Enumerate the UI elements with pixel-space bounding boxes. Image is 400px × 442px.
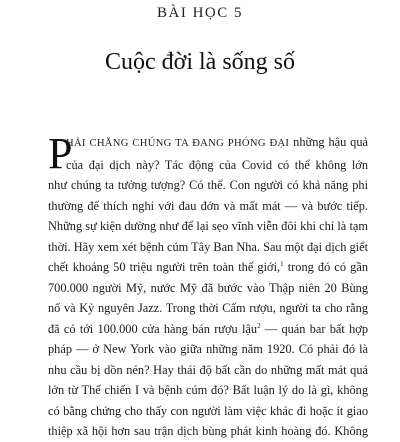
body-text xyxy=(48,129,368,442)
body-line: thiệp xã hội hơn sau trận dịch bùng phát kinh hoàng đó. Không xyxy=(48,424,368,438)
body-line: 700.000 người Mỹ, nước Mỹ đã bước vào Thập niên 20 Bùng xyxy=(48,280,368,295)
body-line: thường để thích nghi với đau đớn và mất mát — và bước tiếp. xyxy=(48,198,368,213)
body-line xyxy=(48,257,368,278)
body-line: có bằng chứng cho thấy con người làm việc khác đi hoặc ít giao xyxy=(48,403,368,418)
body-line: như chúng ta tưởng tượng? Có thể. Con người có khả năng phi xyxy=(48,178,368,192)
drop-cap: P xyxy=(48,129,73,178)
body-line: lớn từ Thế chiến I và bệnh cúm đó? Bất luận lý do là gì, không xyxy=(48,383,368,397)
footnote-marker[interactable]: 1 xyxy=(280,259,284,268)
body-line: Những sự kiện dường như để lại sẹo vĩnh viễn đôi khi chỉ là tạm xyxy=(48,219,368,233)
body-line xyxy=(48,319,368,340)
body-line-pre: chết khoảng 50 triệu người trên toàn thế giới, xyxy=(48,260,281,274)
footnote-marker[interactable]: 2 xyxy=(257,321,261,330)
chapter-title: Cuộc đời là sống số xyxy=(104,49,296,75)
body-line xyxy=(48,132,368,155)
body-line: nổ và Kỷ nguyên Jazz. Trong thời Cấm rượu, người ta cho rằng xyxy=(48,301,368,315)
body-line-text: những hậu quả xyxy=(289,135,368,149)
body-line-pre: đã có tới 100.000 cửa hàng bán rượu lậu xyxy=(48,321,258,336)
body-line-text: — quán bar bất hợp xyxy=(260,321,368,336)
body-line: nhu cầu bị dồn nén? Hay thái độ bất cần do những mất mát quá xyxy=(48,362,368,377)
body-line-text: trong đó có gần xyxy=(283,260,368,274)
body-line: pháp — ở New York vào giữa những năm 1920. Có phải đó là xyxy=(48,342,368,356)
small-caps-opening: HẢI CHĂNG CHÚNG TA ĐANG PHÓNG ĐẠI xyxy=(66,138,290,149)
body-line: thời. Hãy xem xét bệnh cúm Tây Ban Nha. Sau một đại dịch giết xyxy=(48,239,368,254)
lesson-label: BÀI HỌC 5 xyxy=(156,5,243,21)
body-line: của đại dịch này? Tác động của Covid có thể không lớn xyxy=(66,157,368,172)
